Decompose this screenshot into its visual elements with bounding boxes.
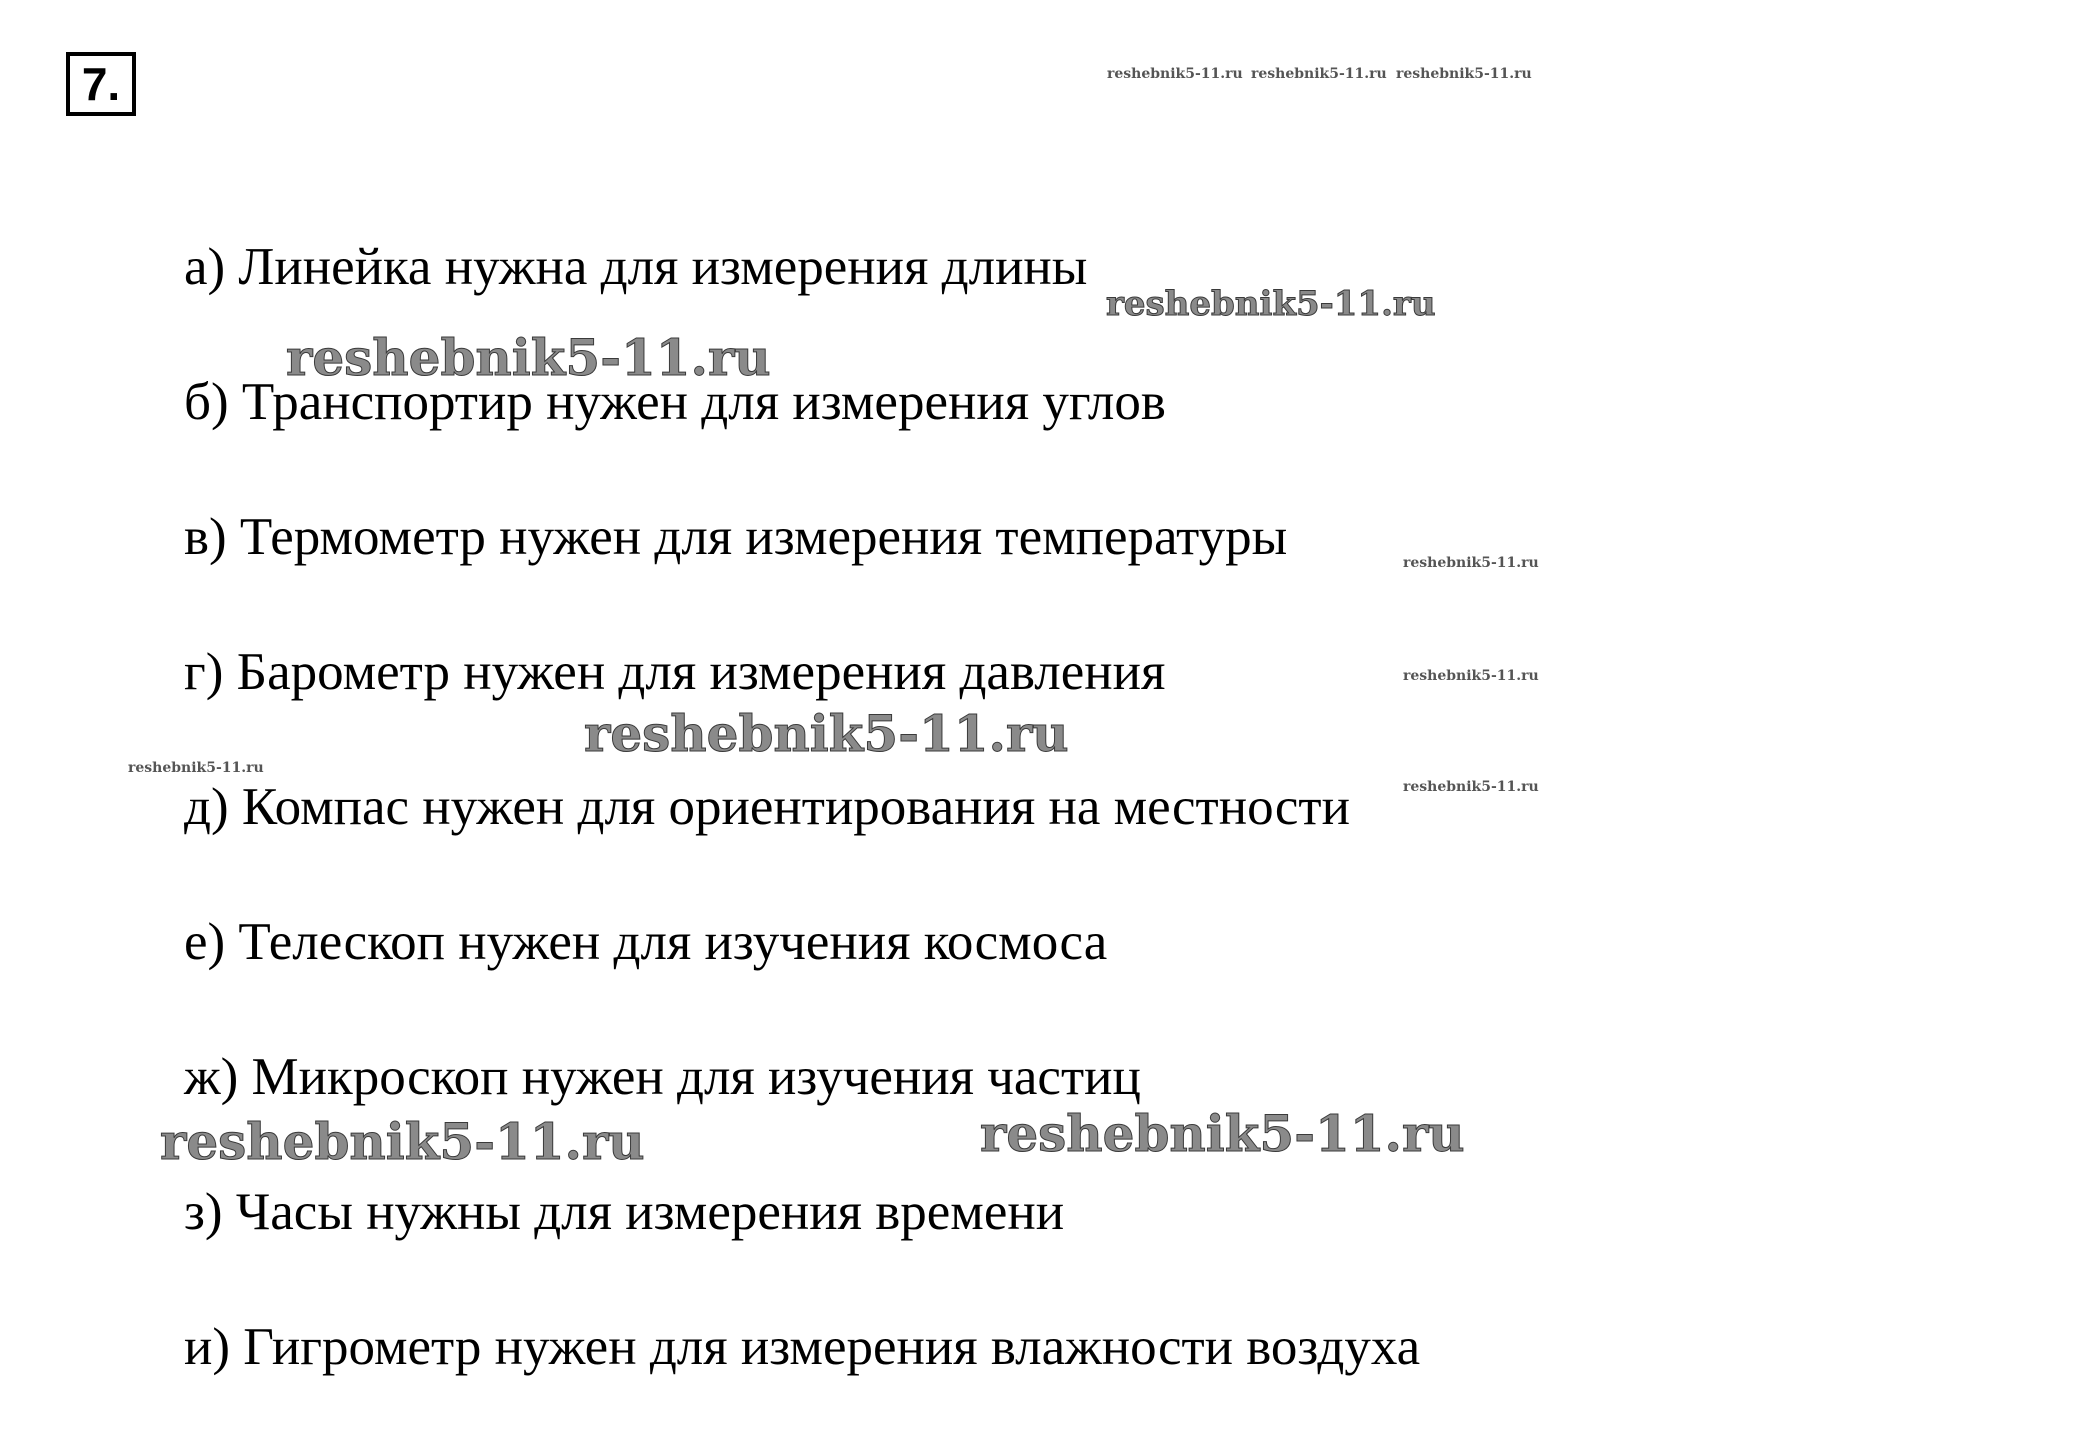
watermark-small-2: reshebnik5-11.ru	[1403, 668, 1539, 684]
answer-v: в) Термометр нужен для измерения температуры	[184, 508, 1288, 566]
answer-i: и) Гигрометр нужен для измерения влажности воздуха	[184, 1318, 1421, 1376]
answer-e: е) Телескоп нужен для изучения космоса	[184, 913, 1108, 971]
answer-zh: ж) Микроскоп нужен для изучения частиц	[184, 1048, 1141, 1106]
watermark-top-1: reshebnik5-11.ru	[1107, 66, 1243, 82]
task-number: 7.	[66, 52, 136, 116]
watermark-3: reshebnik5-11.ru	[584, 704, 1069, 763]
watermark-2: reshebnik5-11.ru	[286, 328, 771, 387]
answer-z: з) Часы нужны для измерения времени	[184, 1183, 1065, 1241]
watermark-1: reshebnik5-11.ru	[1106, 284, 1436, 324]
watermark-4: reshebnik5-11.ru	[160, 1112, 645, 1171]
watermark-small-1: reshebnik5-11.ru	[1403, 555, 1539, 571]
answer-list	[184, 236, 1420, 1451]
watermark-top-3: reshebnik5-11.ru	[1396, 66, 1532, 82]
watermark-5: reshebnik5-11.ru	[980, 1104, 1465, 1163]
watermark-small-4: reshebnik5-11.ru	[1403, 779, 1539, 795]
answer-d: д) Компас нужен для ориентирования на местности	[184, 778, 1350, 836]
watermark-small-3: reshebnik5-11.ru	[128, 760, 264, 776]
answer-a: а) Линейка нужна для измерения длины	[184, 238, 1088, 296]
answer-b: б) Транспортир нужен для измерения углов	[184, 373, 1166, 431]
answer-g: г) Барометр нужен для измерения давления	[184, 643, 1166, 701]
watermark-top-2: reshebnik5-11.ru	[1251, 66, 1387, 82]
